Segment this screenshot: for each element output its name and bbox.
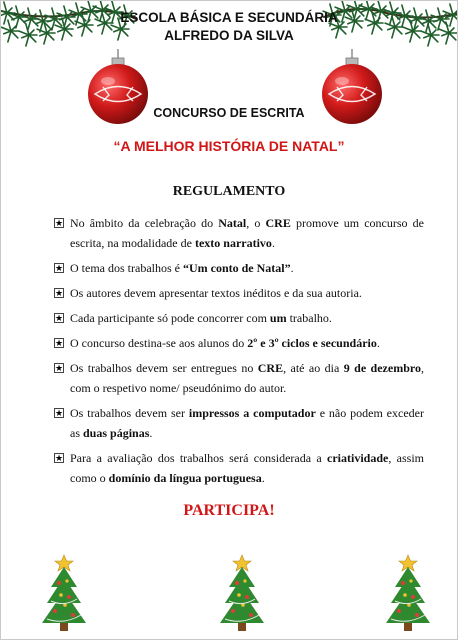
rule-item bbox=[54, 283, 424, 303]
star-bullet-icon: ★ bbox=[55, 363, 64, 373]
rule-text: Cada participante só pode concorrer com bbox=[70, 311, 270, 325]
rule-emphasis: CRE bbox=[257, 361, 284, 375]
christmas-tree-right-icon bbox=[383, 553, 433, 633]
rule-text: trabalho. bbox=[286, 311, 332, 325]
rule-item bbox=[54, 358, 424, 398]
rule-text: Os trabalhos devem ser entregues no bbox=[70, 361, 258, 375]
rule-item bbox=[54, 403, 424, 443]
rule-item bbox=[54, 308, 424, 328]
star-bullet-icon: ★ bbox=[55, 263, 64, 273]
star-bullet-icon: ★ bbox=[55, 313, 64, 323]
rule-text: , assim como o bbox=[70, 451, 424, 485]
rule-text: , o bbox=[246, 216, 266, 230]
rule-item bbox=[54, 258, 424, 278]
rule-emphasis: criatividade bbox=[327, 451, 389, 465]
rule-item bbox=[54, 213, 424, 253]
rule-text: . bbox=[261, 471, 265, 485]
story-title: “A MELHOR HISTÓRIA DE NATAL” bbox=[113, 138, 345, 154]
school-name-line-2: ALFREDO DA SILVA bbox=[164, 28, 294, 43]
star-bullet-icon: ★ bbox=[55, 218, 64, 228]
rule-emphasis: duas páginas bbox=[83, 426, 150, 440]
regulation-heading: REGULAMENTO bbox=[172, 184, 286, 199]
rule-emphasis: 9 de dezembro bbox=[343, 361, 421, 375]
rule-text: . bbox=[149, 426, 153, 440]
rule-text: O concurso destina-se aos alunos do bbox=[70, 336, 248, 350]
rule-emphasis: “Um conto de Natal” bbox=[182, 261, 291, 275]
star-bullet-icon: ★ bbox=[55, 288, 64, 298]
rule-emphasis: CRE bbox=[265, 216, 291, 230]
rule-emphasis: impressos a computador bbox=[188, 406, 316, 420]
rule-emphasis: 2º e 3º ciclos e secundário bbox=[247, 336, 377, 350]
rule-text: Os trabalhos devem ser bbox=[70, 406, 189, 420]
rule-text: O tema dos trabalhos é bbox=[70, 261, 183, 275]
rule-emphasis: texto narrativo bbox=[194, 236, 272, 250]
rules-list bbox=[54, 213, 424, 493]
rule-item bbox=[54, 448, 424, 488]
contest-title: CONCURSO DE ESCRITA bbox=[153, 106, 305, 120]
star-bullet-icon: ★ bbox=[55, 408, 64, 418]
rule-text: Os autores devem apresentar textos inéditos e da sua autoria. bbox=[70, 286, 362, 300]
rule-text: . bbox=[271, 236, 275, 250]
rule-emphasis: um bbox=[269, 311, 287, 325]
school-name bbox=[1, 9, 457, 45]
christmas-tree-left-icon bbox=[39, 553, 89, 633]
rule-text: Para a avaliação dos trabalhos será considerada a bbox=[70, 451, 328, 465]
christmas-tree-center-icon bbox=[217, 553, 267, 633]
rule-text: No âmbito da celebração do bbox=[70, 216, 219, 230]
rule-emphasis: domínio da língua portuguesa bbox=[108, 471, 262, 485]
rule-emphasis: Natal bbox=[218, 216, 247, 230]
rule-text: promove um concurso de escrita, na modalidade de bbox=[70, 216, 425, 250]
call-to-action: PARTICIPA! bbox=[183, 502, 275, 519]
rule-text: . bbox=[376, 336, 380, 350]
rule-item bbox=[54, 333, 424, 353]
school-name-line-1: ESCOLA BÁSICA E SECUNDÁRIA bbox=[120, 10, 338, 25]
star-bullet-icon: ★ bbox=[55, 453, 64, 463]
rule-text: . bbox=[290, 261, 294, 275]
rule-text: , até ao dia bbox=[283, 361, 344, 375]
rule-text: , com o respetivo nome/ pseudónimo do autor. bbox=[70, 361, 424, 395]
star-bullet-icon: ★ bbox=[55, 338, 64, 348]
rule-text: e não podem exceder as bbox=[70, 406, 424, 440]
